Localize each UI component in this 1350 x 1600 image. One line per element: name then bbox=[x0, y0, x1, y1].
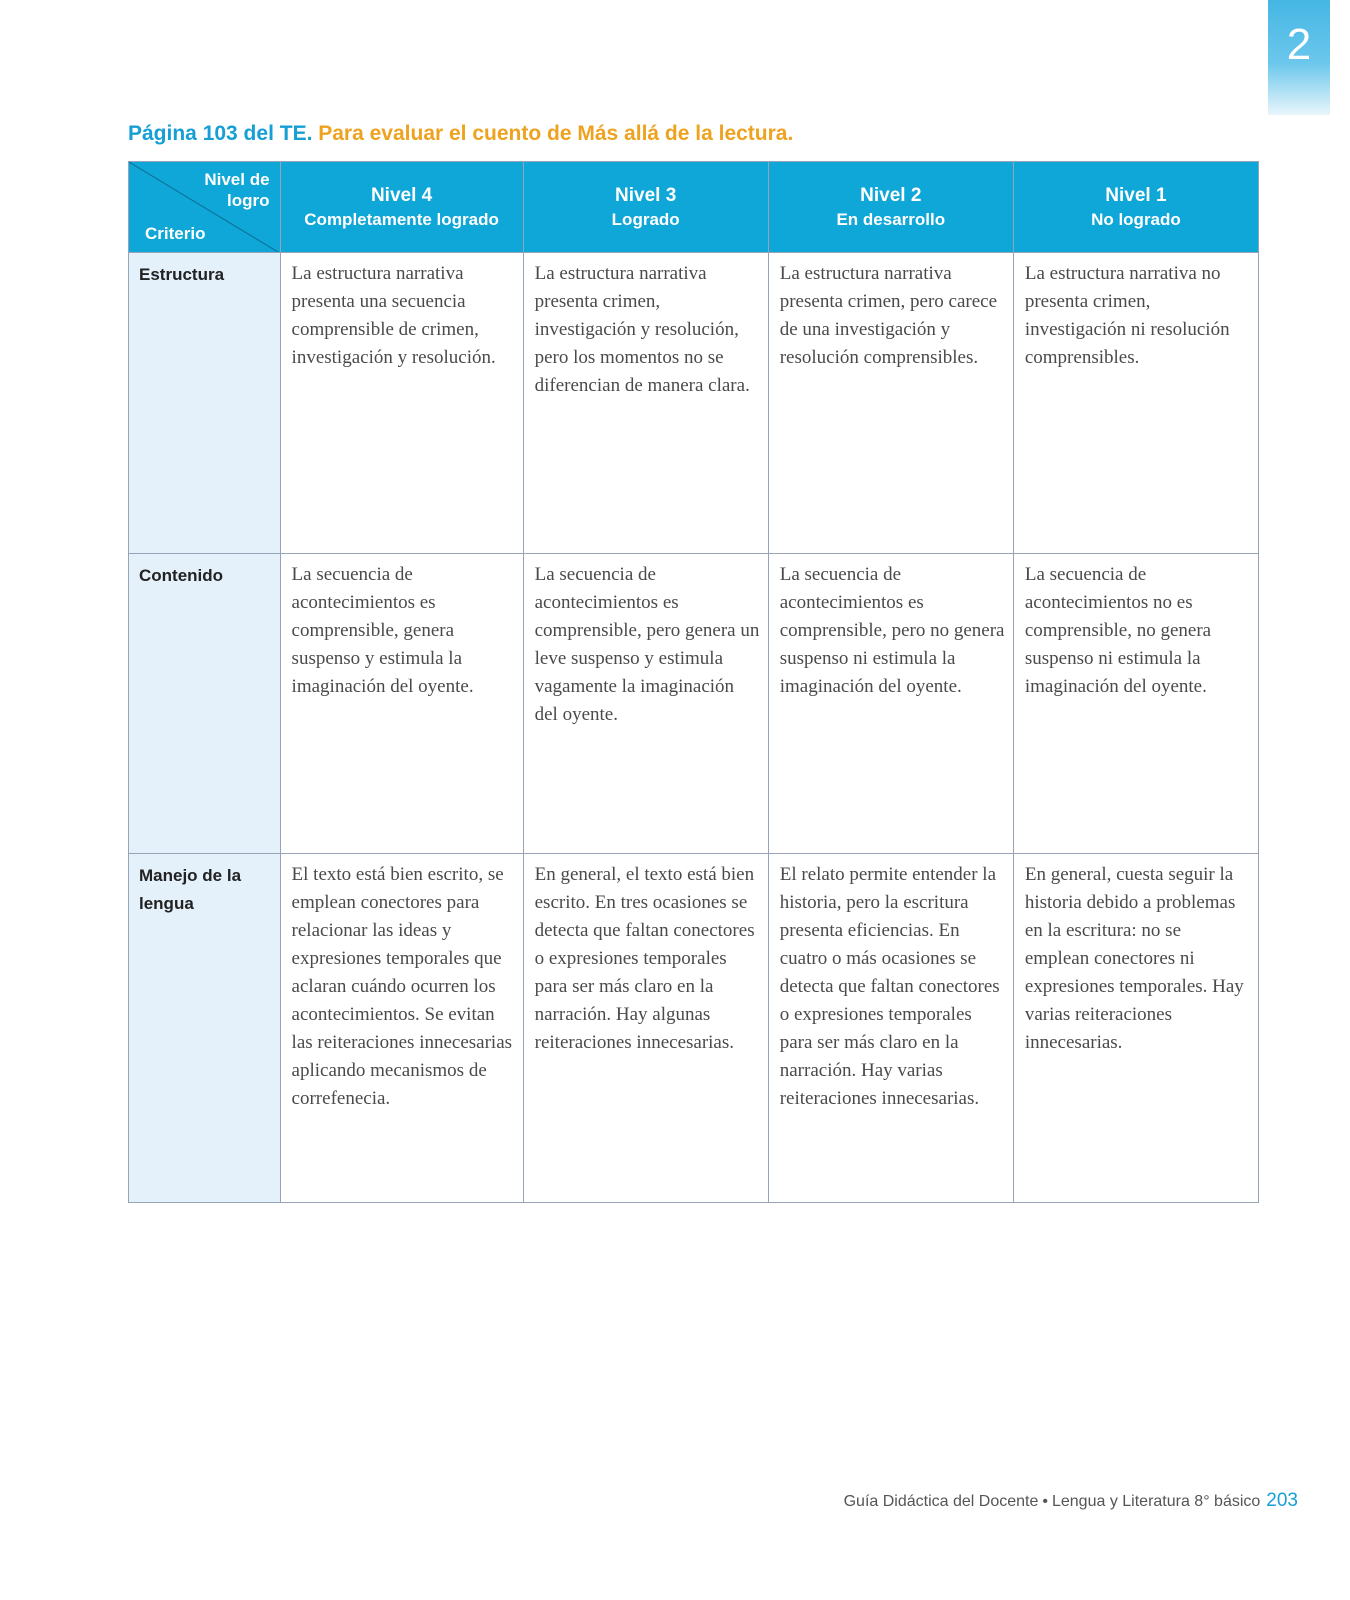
rubric-cell: La estructura narrativa presenta crimen, investigación y resolución, pero los momentos no se diferencian de manera clara. bbox=[523, 253, 768, 554]
footer-subject: Lengua y Literatura 8° básico bbox=[1051, 1493, 1261, 1510]
rubric-cell: La estructura narrativa no presenta crimen, investigación ni resolución comprensibles. bbox=[1013, 253, 1258, 554]
rubric-cell: El texto está bien escrito, se emplean conectores para relacionar las ideas y expresiones temporales que aclaran cuándo ocurren los acontecimientos. Se evitan las reiteraciones innecesarias aplicando mecanismos de correfenecia. bbox=[280, 854, 523, 1203]
level-header bbox=[768, 162, 1013, 253]
corner-label-criterion: Criterio bbox=[145, 224, 206, 243]
footer-guide-title: Guía Didáctica del Docente bbox=[843, 1493, 1039, 1510]
rubric-cell: En general, el texto está bien escrito. En tres ocasiones se detecta que faltan conectores o expresiones temporales para ser más claro en la narración. Hay algunas reiteraciones innecesarias. bbox=[523, 854, 768, 1203]
criterion-cell: Contenido bbox=[129, 554, 281, 854]
unit-number-tab: 2 bbox=[1268, 0, 1330, 115]
level-name: Nivel 3 bbox=[615, 184, 677, 206]
level-header bbox=[280, 162, 523, 253]
rubric-cell: La estructura narrativa presenta crimen, pero carece de una investigación y resolución comprensibles. bbox=[768, 253, 1013, 554]
table-row bbox=[129, 854, 1259, 1203]
level-name: Nivel 1 bbox=[1105, 184, 1167, 206]
header-row bbox=[129, 162, 1259, 253]
level-description: No logrado bbox=[1091, 209, 1181, 229]
rubric-cell: El relato permite entender la historia, pero la escritura presenta eficiencias. En cuatro o más ocasiones se detecta que faltan conectores o expresiones temporales para ser más claro en la narración. Hay varias reiteraciones innecesarias. bbox=[768, 854, 1013, 1203]
corner-label-level: Nivel de logro bbox=[204, 170, 270, 210]
level-name: Nivel 4 bbox=[370, 184, 433, 206]
page-number: 203 bbox=[1266, 1490, 1298, 1511]
table-row bbox=[129, 554, 1259, 854]
level-description: En desarrollo bbox=[836, 209, 946, 229]
rubric-cell: La estructura narrativa presenta una secuencia comprensible de crimen, investigación y resolución. bbox=[280, 253, 523, 554]
rubric-cell: La secuencia de acontecimientos es comprensible, genera suspenso y estimula la imaginación del oyente. bbox=[280, 554, 523, 854]
footer-separator: • bbox=[1042, 1493, 1048, 1510]
corner-header-cell bbox=[129, 162, 281, 253]
level-description: Completamente logrado bbox=[304, 209, 499, 229]
page-footer bbox=[844, 1490, 1298, 1512]
criterion-cell: Estructura bbox=[129, 253, 281, 554]
table-row bbox=[129, 253, 1259, 554]
level-name: Nivel 2 bbox=[860, 184, 922, 206]
heading-description: Para evaluar el cuento de Más allá de la lectura. bbox=[318, 122, 794, 145]
rubric-table bbox=[128, 161, 1259, 1203]
criterion-cell: Manejo de la lengua bbox=[129, 854, 281, 1203]
rubric-cell: La secuencia de acontecimientos es comprensible, pero genera un leve suspenso y estimula vagamente la imaginación del oyente. bbox=[523, 554, 768, 854]
rubric-cell: En general, cuesta seguir la historia debido a problemas en la escritura: no se emplean conectores ni expresiones temporales. Hay varias reiteraciones innecesarias. bbox=[1013, 854, 1258, 1203]
level-description: Logrado bbox=[611, 209, 680, 229]
level-header bbox=[1013, 162, 1258, 253]
rubric-cell: La secuencia de acontecimientos es comprensible, pero no genera suspenso ni estimula la imaginación del oyente. bbox=[768, 554, 1013, 854]
page-heading bbox=[128, 122, 793, 146]
level-header bbox=[523, 162, 768, 253]
heading-reference: Página 103 del TE. bbox=[128, 122, 313, 145]
rubric-cell: La secuencia de acontecimientos no es comprensible, no genera suspenso ni estimula la imaginación del oyente. bbox=[1013, 554, 1258, 854]
